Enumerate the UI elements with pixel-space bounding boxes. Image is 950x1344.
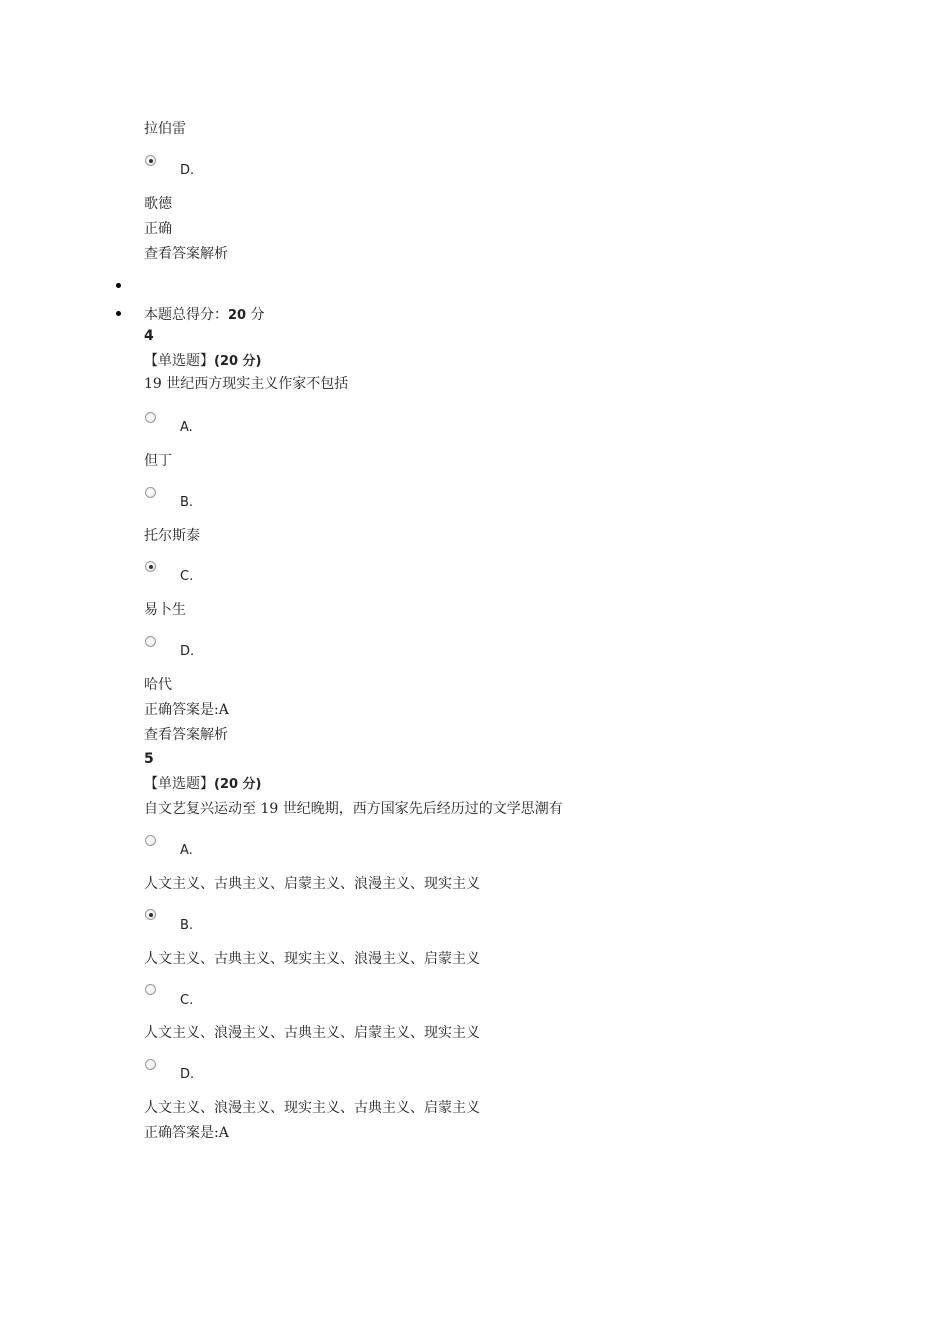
option-b-label: B. <box>180 495 194 510</box>
score-prefix: 本题总得分： <box>144 307 228 323</box>
radio-option-d[interactable] <box>145 155 156 166</box>
result-text: 正确 <box>144 221 172 237</box>
question-type-label: 【单选题】 <box>144 353 214 369</box>
question-stem: 19 世纪西方现实主义作家不包括 <box>144 376 349 392</box>
score-line <box>144 306 265 325</box>
view-analysis-link[interactable]: 查看答案解析 <box>144 727 228 743</box>
option-c-text: 人文主义、浪漫主义、古典主义、启蒙主义、现实主义 <box>144 1025 480 1041</box>
option-d-label: D. <box>180 644 195 659</box>
option-c-text: 拉伯雷 <box>144 121 186 137</box>
question-type-score: (20 分) <box>214 354 262 369</box>
question-type-label: 【单选题】 <box>144 776 214 792</box>
option-d-label: D. <box>180 163 195 178</box>
question-number: 4 <box>144 328 154 344</box>
correct-answer <box>144 701 229 719</box>
radio-option-c[interactable] <box>145 561 156 572</box>
option-d-text: 人文主义、浪漫主义、现实主义、古典主义、启蒙主义 <box>144 1100 480 1116</box>
option-c-label: C. <box>180 993 194 1008</box>
radio-option-b[interactable] <box>145 487 156 498</box>
radio-option-d[interactable] <box>145 636 156 647</box>
question-type <box>144 775 262 794</box>
question-type-score: (20 分) <box>214 777 262 792</box>
option-c-text: 易卜生 <box>144 602 186 618</box>
question-number: 5 <box>144 751 154 767</box>
option-d-label: D. <box>180 1067 195 1082</box>
score-unit: 分 <box>246 307 265 323</box>
option-a-text: 人文主义、古典主义、启蒙主义、浪漫主义、现实主义 <box>144 876 480 892</box>
list-bullet <box>116 283 121 288</box>
radio-option-c[interactable] <box>145 984 156 995</box>
option-b-text: 人文主义、古典主义、现实主义、浪漫主义、启蒙主义 <box>144 951 480 967</box>
radio-option-a[interactable] <box>145 835 156 846</box>
question-type <box>144 352 262 371</box>
option-a-text: 但丁 <box>144 453 172 469</box>
option-d-text: 歌德 <box>144 196 172 212</box>
option-b-text: 托尔斯泰 <box>144 528 200 544</box>
radio-option-a[interactable] <box>145 412 156 423</box>
score-value: 20 <box>228 308 247 323</box>
view-analysis-link[interactable]: 查看答案解析 <box>144 246 228 262</box>
option-c-label: C. <box>180 569 194 584</box>
list-bullet <box>116 311 121 316</box>
option-b-label: B. <box>180 918 194 933</box>
question-stem: 自文艺复兴运动至 19 世纪晚期，西方国家先后经历过的文学思潮有 <box>144 801 563 817</box>
option-a-label: A. <box>180 420 193 435</box>
option-d-text: 哈代 <box>144 677 172 693</box>
correct-answer-text: 正确答案是:A <box>144 702 229 718</box>
correct-answer: 正确答案是:A <box>144 1125 229 1141</box>
radio-option-b[interactable] <box>145 909 156 920</box>
radio-option-d[interactable] <box>145 1059 156 1070</box>
option-a-label: A. <box>180 843 193 858</box>
